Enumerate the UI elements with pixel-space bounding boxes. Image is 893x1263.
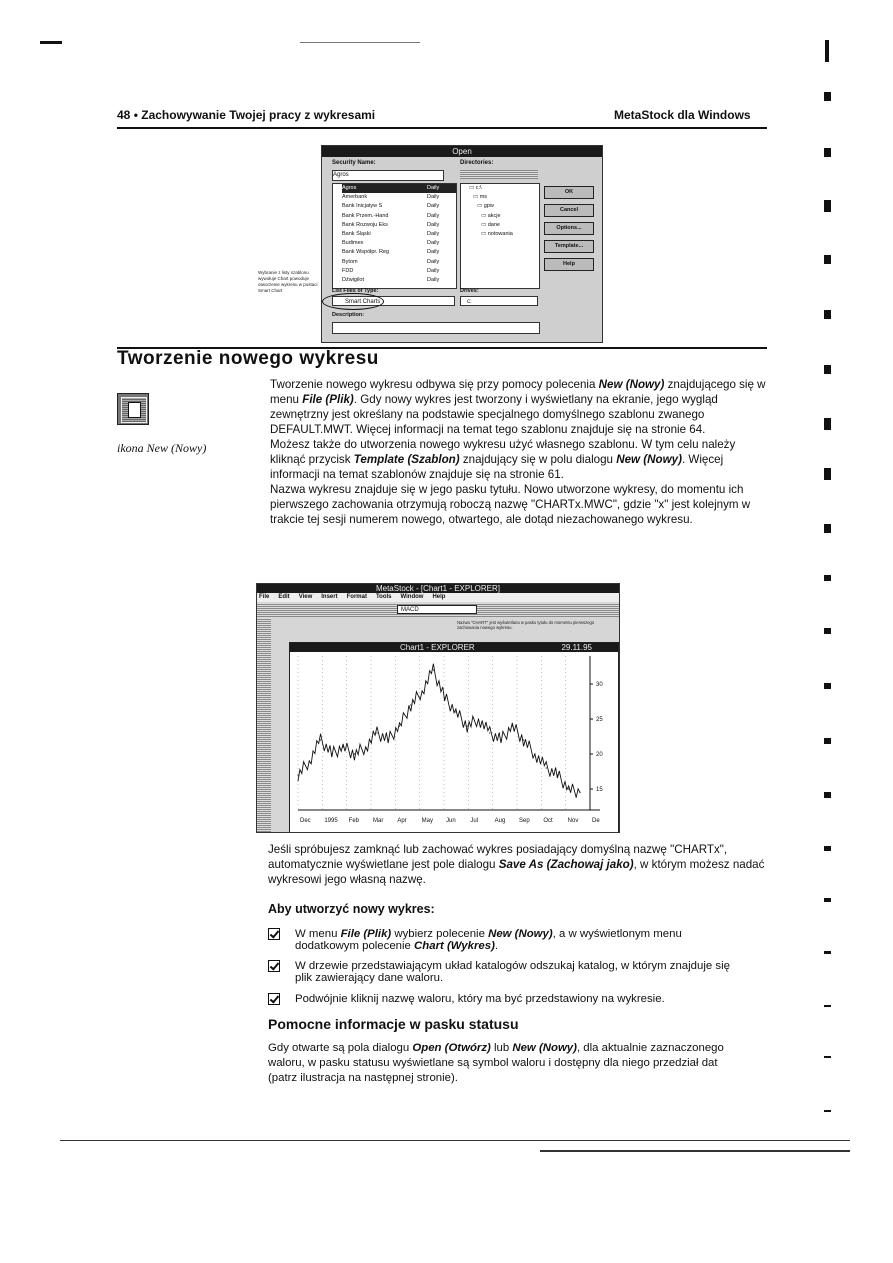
x-tick-label: Oct xyxy=(543,818,553,824)
book-title: MetaStock dla Windows xyxy=(614,108,751,122)
menu-item[interactable]: Window xyxy=(400,594,424,600)
paragraph-2: Możesz także do utworzenia nowego wykresu użyć własnego szablonu. W tym celu należy kliknąć przycisk Template (Szablon) znajdujący się w polu dialogu New (Nowy). Więcej informacji na temat szablonów znajduje się na stronie 61. xyxy=(270,438,736,481)
toolbar xyxy=(257,603,619,617)
data-point xyxy=(422,690,423,691)
data-point xyxy=(489,732,490,733)
x-tick-label: Feb xyxy=(348,818,360,824)
side-toolbar xyxy=(257,618,271,832)
directory-list-items xyxy=(461,184,539,239)
description-label: Description: xyxy=(332,312,365,318)
x-tick-label: Jul xyxy=(470,818,479,824)
paragraph-4: Jeśli spróbujesz zamknąć lub zachować wykres posiadający domyślną nazwę "CHARTx", automatycznie wyświetlane jest pole dialogu Save As (Zachowaj jako), w którym możesz nadać wykresowi jego własną nazwę. xyxy=(268,843,765,886)
x-tick-label: Jun xyxy=(446,818,456,824)
check-icon xyxy=(268,993,280,1005)
data-point xyxy=(478,718,479,719)
y-tick-label: 30 xyxy=(596,682,603,688)
x-tick-label: Nov xyxy=(567,818,579,824)
data-point xyxy=(534,753,535,754)
paragraph-3: Nazwa wykresu znajduje się w jego pasku tytułu. Nowo utworzone wykresy, do momentu ich pierwszego zachowania otrzymują roboczą nazwę "CHARTx.MWC", gdzie "x" jest kolejnym w trakcie tej sesji numerem nowego, otwartego, ale dotąd niezachowanego wykresu. xyxy=(270,483,751,526)
security-period: Daily xyxy=(427,267,440,274)
data-point xyxy=(467,725,468,726)
new-chart-icon xyxy=(117,393,149,425)
y-tick-label: 20 xyxy=(596,752,603,758)
data-point xyxy=(376,732,377,733)
security-list-item[interactable] xyxy=(342,248,456,257)
step-1: W menu File (Plik) wybierz polecenie New (Nowy), a w wyświetlonym menu dodatkowym polecenie Chart (Wykres). xyxy=(268,928,748,952)
y-tick-label: 25 xyxy=(596,717,603,723)
security-period: Daily xyxy=(427,249,440,256)
section-title-status-bar: Pomocne informacje w pasku statusu xyxy=(268,1016,519,1032)
description-field[interactable] xyxy=(332,322,540,334)
y-tick-label: 15 xyxy=(596,787,603,793)
data-point xyxy=(320,739,321,740)
menu-item[interactable]: Help xyxy=(432,594,446,600)
series-line xyxy=(298,664,580,798)
dialog-callout-text: Wybranie z listy szablonu wywołuje Chart powoduje otworzenie wykresu w postaci Smart Chart xyxy=(258,270,318,293)
security-list-item[interactable] xyxy=(342,258,456,267)
menu-bar xyxy=(257,593,619,602)
data-point xyxy=(309,760,310,761)
security-name: Bytom xyxy=(342,258,358,265)
security-name: Dźwigilot xyxy=(342,277,365,284)
bottom-rule xyxy=(60,1140,850,1141)
security-period: Daily xyxy=(427,231,440,238)
drives-label: Drives: xyxy=(460,288,479,294)
security-name: Amerbank xyxy=(342,194,368,201)
dialog-button[interactable]: OK xyxy=(544,186,594,199)
directories-label: Directories: xyxy=(460,160,494,166)
directory-item[interactable]: ▭ gpw xyxy=(477,203,494,210)
data-point xyxy=(410,704,411,705)
security-name: FDD xyxy=(342,267,354,274)
dialog-buttons xyxy=(544,186,594,276)
data-point xyxy=(297,774,298,775)
security-name-label: Security Name: xyxy=(332,160,376,166)
file-type-select[interactable]: Smart Charts xyxy=(332,296,455,306)
x-tick-label: Mar xyxy=(373,818,384,824)
check-icon xyxy=(268,960,280,972)
directory-item[interactable]: ▭ akcje xyxy=(481,212,501,219)
menu-item[interactable]: Insert xyxy=(321,594,338,600)
security-list-item[interactable] xyxy=(342,239,456,248)
security-name: Bank Inicjatyw S xyxy=(342,203,383,210)
security-period: Daily xyxy=(427,221,440,228)
security-list-item[interactable] xyxy=(342,267,456,276)
x-tick-label: Aug xyxy=(494,818,506,824)
security-period: Daily xyxy=(427,194,440,201)
check-icon xyxy=(268,928,280,940)
security-period: Daily xyxy=(427,258,440,265)
security-name: Bank Przem.-Hand xyxy=(342,212,389,219)
directory-item[interactable]: ▭ notowania xyxy=(481,231,513,238)
security-list-items xyxy=(333,184,456,285)
data-point xyxy=(433,669,434,670)
security-period: Daily xyxy=(427,277,440,284)
page-number: 48 xyxy=(117,108,131,122)
security-name: Bank Współpr. Reg xyxy=(342,249,390,256)
security-name: Budimex xyxy=(342,240,364,247)
directory-item[interactable]: ▭ dane xyxy=(481,221,500,228)
x-tick-label: Apr xyxy=(397,818,407,824)
data-point xyxy=(365,746,366,747)
x-tick-label: Sep xyxy=(519,818,530,824)
data-point xyxy=(546,767,547,768)
security-name: Bank Rozwoju Eks xyxy=(342,221,388,228)
running-header-left xyxy=(117,108,375,122)
data-point xyxy=(354,753,355,754)
security-period: Daily xyxy=(427,203,440,210)
data-point xyxy=(512,725,513,726)
data-point xyxy=(444,697,445,698)
x-tick-label: 1995 xyxy=(324,818,338,824)
data-point xyxy=(455,711,456,712)
bottom-rule-2 xyxy=(540,1150,850,1152)
data-point xyxy=(557,774,558,775)
dialog-button[interactable]: Options... xyxy=(544,222,594,235)
scan-line-top xyxy=(300,42,420,43)
security-list-item[interactable] xyxy=(342,230,456,239)
security-list-item[interactable] xyxy=(342,221,456,230)
data-point xyxy=(399,725,400,726)
step-3: Podwójnie kliknij nazwę waloru, który ma być przedstawiony na wykresie. xyxy=(268,993,748,1005)
data-point xyxy=(579,792,580,793)
data-point xyxy=(331,753,332,754)
security-list-item[interactable] xyxy=(342,202,456,211)
data-point xyxy=(523,739,524,740)
data-point xyxy=(343,746,344,747)
app-titlebar: MetaStock - [Chart1 - EXPLORER] xyxy=(257,584,619,593)
security-list-item[interactable] xyxy=(342,212,456,221)
header-rule xyxy=(117,127,767,129)
file-type-callout-ellipse xyxy=(322,293,384,310)
section2-text: Gdy otwarte są pola dialogu Open (Otwórz) lub New (Nowy), dla aktualnie zaznaczonego waloru, w pasku statusu wyświetlane są symbol waloru i dostępny dla niego przedział dat (patrz ilustracja na następnej stronie). xyxy=(268,1042,724,1084)
directory-list[interactable] xyxy=(460,183,540,289)
menu-item[interactable]: Format xyxy=(346,594,367,600)
chart-inner-window xyxy=(289,642,619,833)
section1-text xyxy=(270,377,768,527)
security-period: Daily xyxy=(427,212,440,219)
step-2: W drzewie przedstawiającym układ katalogów odszukaj katalog, w którym znajduje się plik zawierający dane waloru. xyxy=(268,960,748,984)
section1-after-text xyxy=(268,842,766,887)
security-list-item[interactable] xyxy=(342,276,456,285)
data-point xyxy=(500,739,501,740)
open-dialog-screenshot xyxy=(321,145,603,343)
x-tick-label: May xyxy=(421,818,434,824)
document-icon xyxy=(128,402,141,418)
security-period: Daily xyxy=(427,185,440,191)
drive-select[interactable]: c: xyxy=(460,296,538,306)
price-chart xyxy=(290,652,618,833)
security-input[interactable]: Agros xyxy=(332,170,444,181)
steps-heading: Aby utworzyć nowy wykres: xyxy=(268,902,435,916)
security-list-item[interactable] xyxy=(342,184,456,193)
chart-annotation: Nazwa "CHART" jest wyświetlana w pasku tytułu do momentu pierwszego zachowania nowego wykresu. xyxy=(457,620,595,630)
icon-caption: ikona New (Nowy) xyxy=(117,441,207,455)
chart-window-screenshot xyxy=(256,583,620,833)
security-name: Bank Śląski xyxy=(342,231,371,238)
study-combo[interactable]: MACD xyxy=(397,605,477,614)
paragraph-1: Tworzenie nowego wykresu odbywa się przy pomocy polecenia New (Nowy) znajdującego się w menu File (Plik). Gdy nowy wykres jest tworzony i wyświetlany na ekranie, jego wygląd zewnętrzny jest określany na podstawie specjalnego domyślnego szablonu zwanego DEFAULT.MWT. Więcej informacji na temat tego szablonu znajduje się na stronie 64. xyxy=(270,378,766,436)
section-title-new-chart: Tworzenie nowego wykresu xyxy=(117,348,379,369)
data-point xyxy=(388,739,389,740)
menu-item[interactable]: Tools xyxy=(375,594,392,600)
data-point xyxy=(568,788,569,789)
directory-item[interactable]: ▭ ms xyxy=(473,194,488,201)
list-files-label: List Files of Type: xyxy=(332,288,379,294)
security-list[interactable] xyxy=(332,183,457,289)
header-bullet: • xyxy=(133,108,138,122)
dialog-button[interactable]: Template... xyxy=(544,240,594,253)
dialog-button[interactable]: Cancel xyxy=(544,204,594,217)
directory-item[interactable]: ▭ c:\ xyxy=(469,185,482,191)
menu-item[interactable]: View xyxy=(298,594,313,600)
chapter-title: Zachowywanie Twojej pracy z wykresami xyxy=(141,108,376,122)
menu-item[interactable]: File xyxy=(259,594,270,600)
x-tick-label: De xyxy=(592,818,600,824)
chart-titlebar: Chart1 - EXPLORER 29.11.95 xyxy=(290,643,618,652)
security-list-item[interactable] xyxy=(342,193,456,202)
directory-path xyxy=(460,170,538,179)
dialog-titlebar: Open xyxy=(322,146,602,157)
scan-mark-top-left xyxy=(40,41,62,44)
security-name: Agros xyxy=(342,185,357,191)
x-tick-label: Dec xyxy=(300,818,311,824)
dialog-button[interactable]: Help xyxy=(544,258,594,271)
menu-item[interactable]: Edit xyxy=(278,594,290,600)
security-period: Daily xyxy=(427,240,440,247)
